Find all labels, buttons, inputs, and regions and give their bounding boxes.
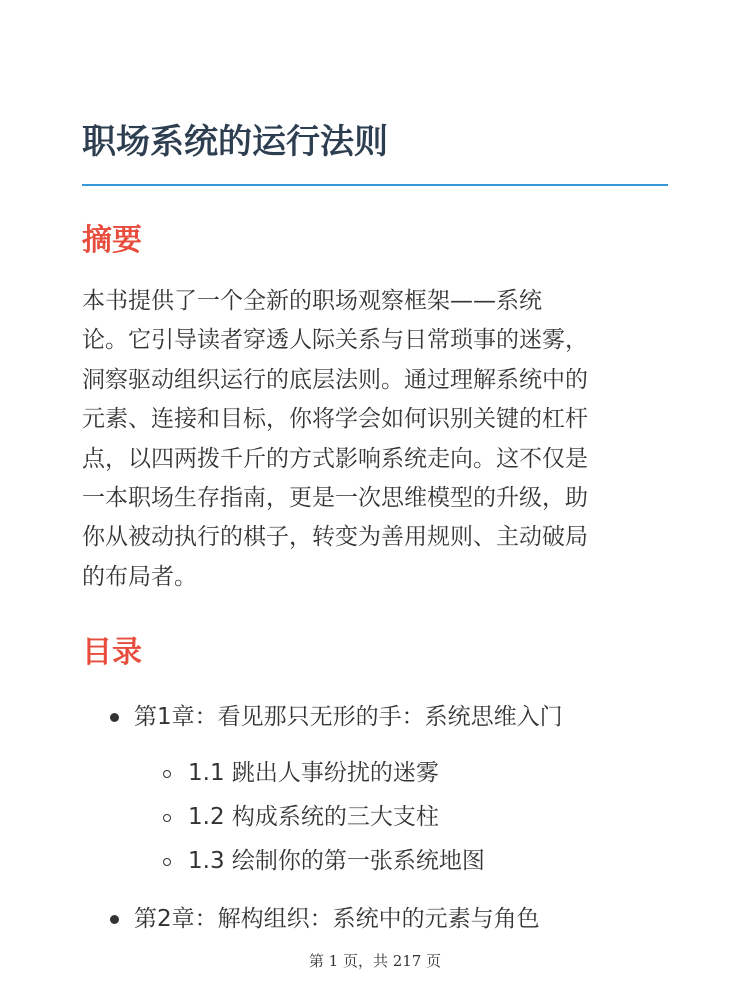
abstract-heading: 摘要: [82, 223, 142, 258]
bullet-disc-icon: [110, 915, 119, 924]
abstract-line: 论。它引导读者穿透人际关系与日常琐事的迷雾，: [82, 327, 588, 354]
toc-section-1-2: 1.2 构成系统的三大支柱: [188, 804, 439, 830]
abstract-paragraph: [82, 282, 668, 597]
toc-heading: 目录: [82, 635, 142, 670]
bullet-circle-icon: [163, 858, 171, 866]
toc-chapter-1: 第1章：看见那只无形的手：系统思维入门: [134, 704, 563, 730]
page-footer: 第 1 页，共 217 页: [308, 952, 442, 970]
abstract-line: 一本职场生存指南，更是一次思维模型的升级，助: [82, 484, 588, 511]
abstract-line: 的布局者。: [82, 563, 197, 590]
abstract-line: 本书提供了一个全新的职场观察框架——系统: [82, 288, 542, 314]
toc-section-1-3: 1.3 绘制你的第一张系统地图: [188, 848, 485, 874]
abstract-line: 洞察驱动组织运行的底层法则。通过理解系统中的: [82, 366, 588, 393]
abstract-line: 元素、连接和目标，你将学会如何识别关键的杠杆: [82, 406, 588, 433]
document-title: 职场系统的运行法则: [82, 122, 388, 162]
toc-section-1-1: 1.1 跳出人事纷扰的迷雾: [188, 760, 439, 786]
bullet-circle-icon: [163, 770, 171, 778]
title-divider: [82, 184, 668, 186]
abstract-line: 你从被动执行的棋子，转变为善用规则、主动破局: [82, 524, 588, 551]
bullet-disc-icon: [110, 713, 119, 722]
abstract-line: 点，以四两拨千斤的方式影响系统走向。这不仅是: [82, 445, 588, 472]
bullet-circle-icon: [163, 814, 171, 822]
toc-chapter-2: 第2章：解构组织：系统中的元素与角色: [134, 906, 540, 932]
